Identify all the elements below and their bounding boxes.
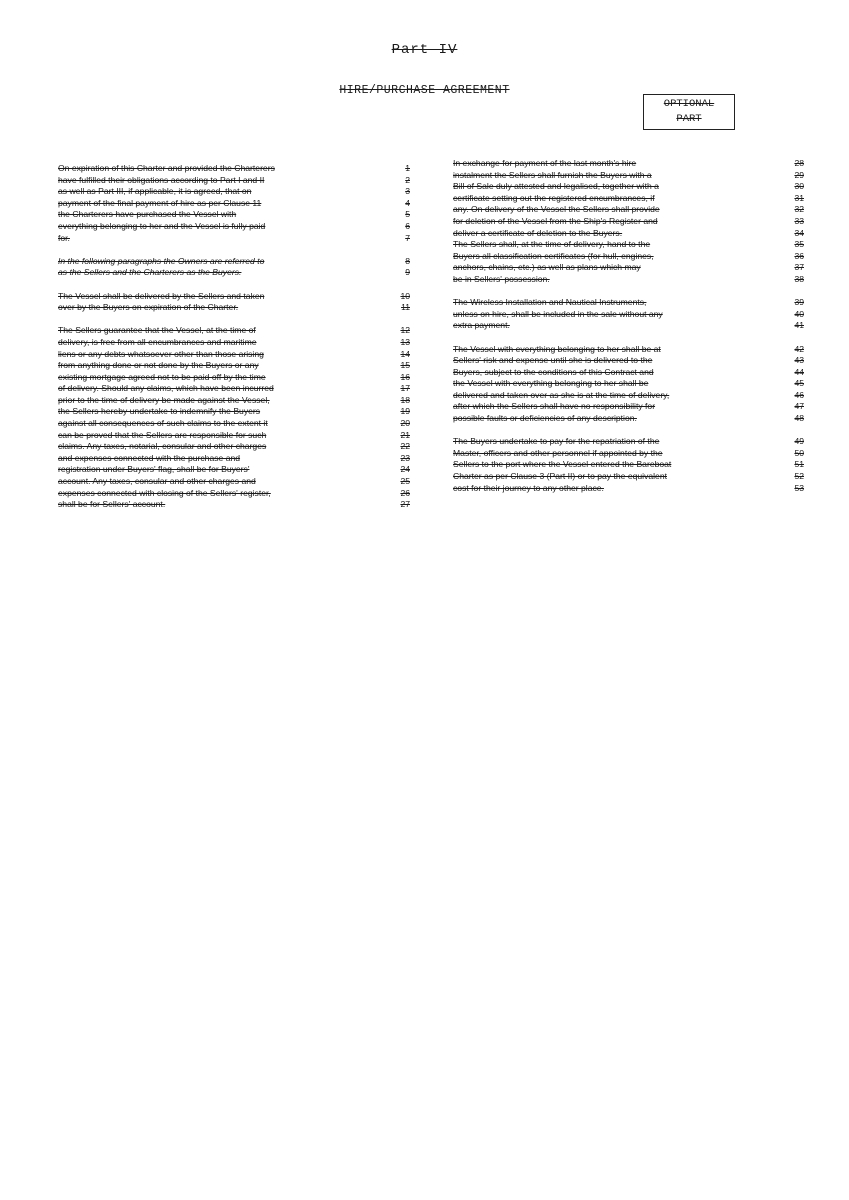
clause-line: be in Sellers' possession.: [453, 273, 550, 284]
clause-line: and expenses connected with the purchase and: [58, 452, 241, 463]
clause-line: as the Sellers and the Charterers as the Buyers.: [58, 267, 242, 278]
line-number: 41: [794, 320, 804, 331]
line-number: 45: [794, 378, 804, 389]
clause-line: shall be for Sellers' account.: [58, 499, 166, 510]
line-number: 29: [794, 169, 804, 180]
part-label: PART: [676, 113, 702, 125]
line-number: 12: [400, 325, 410, 336]
clause-line: expenses connected with closing of the Sellers' register,: [58, 487, 271, 498]
line-number: 53: [794, 482, 804, 493]
line-number: 9: [405, 267, 410, 278]
clause-line: The Sellers shall, at the time of delivery, hand to the: [453, 239, 651, 250]
clause-line: instalment the Sellers shall furnish the Buyers with a: [453, 169, 652, 180]
clause-paragraph: [58, 256, 318, 279]
clause-line: as well as Part III, if applicable, it is agreed, that on: [58, 186, 252, 197]
line-number: 52: [794, 471, 804, 482]
clause-paragraph: [58, 163, 318, 244]
line-number: 19: [400, 406, 410, 417]
clause-line: existing mortgage agreed not to be paid off by the time: [58, 371, 266, 382]
clause-line: registration under Buyers' flag, shall be for Buyers': [58, 464, 250, 475]
line-number: [782, 286, 804, 298]
clause-line: of delivery. Should any claims, which have been incurred: [58, 383, 274, 394]
clause-paragraph: [453, 344, 713, 425]
clause-paragraph: [58, 291, 318, 314]
line-number: 18: [400, 394, 410, 405]
clause-paragraph: [453, 436, 713, 494]
clause-line: possible faults or deficiencies of any description.: [453, 413, 637, 424]
clause-line: Buyers all classification certificates (for hull, engines,: [453, 250, 654, 261]
line-number: 42: [794, 343, 804, 354]
clause-line: payment of the final payment of hire as per Clause 11: [58, 197, 262, 208]
line-number: 1: [405, 163, 410, 173]
line-number: 22: [400, 441, 410, 452]
clause-line: Charter as per Clause 3 (Part II) or to pay the equivalent: [453, 471, 667, 482]
line-number: 44: [794, 366, 804, 377]
line-number: 30: [794, 181, 804, 192]
paragraph-gap: [58, 244, 318, 256]
optional-label: OPTIONAL: [663, 98, 715, 110]
line-number: 2: [405, 174, 410, 185]
line-number: 38: [794, 273, 804, 284]
line-number: 28: [794, 158, 804, 168]
line-number: 26: [400, 487, 410, 498]
line-number: 23: [400, 452, 410, 463]
line-number: 24: [400, 464, 410, 475]
clause-line: for deletion of the Vessel from the Ship's Register and: [453, 215, 658, 226]
left-text-column: [58, 163, 318, 511]
clause-line: the Vessel with everything belonging to her shall be: [453, 378, 649, 389]
line-number: 4: [405, 197, 410, 208]
line-number: 49: [794, 436, 804, 447]
line-number: 15: [400, 360, 410, 371]
clause-line: In the following paragraphs the Owners are referred to: [58, 255, 265, 266]
paragraph-gap: [453, 332, 713, 344]
line-number: 13: [400, 336, 410, 347]
clause-line: On expiration of this Charter and provided the Charterers: [58, 163, 275, 173]
line-number: 25: [400, 476, 410, 487]
line-number: [782, 332, 804, 344]
paragraph-gap: [58, 314, 318, 326]
clause-line: anchors, chains, etc.) as well as plans which may: [453, 262, 641, 273]
clause-line: any. On delivery of the Vessel the Sellers shall provide: [453, 204, 660, 215]
line-number: 43: [794, 355, 804, 366]
clause-line: delivered and taken over as she is at the time of delivery,: [453, 389, 670, 400]
clause-line: Buyers, subject to the conditions of this Contract and: [453, 366, 654, 377]
line-number: 14: [400, 348, 410, 359]
optional-part-box: [643, 94, 735, 130]
clause-line: extra payment.: [453, 320, 510, 331]
clause-line: cost for their journey to any other place.: [453, 482, 604, 493]
line-number: 48: [794, 413, 804, 424]
clause-line: Sellers to the port where the Vessel entered the Bareboat: [453, 459, 672, 470]
line-number: 20: [400, 418, 410, 429]
line-number: 33: [794, 215, 804, 226]
line-number: 5: [405, 209, 410, 220]
clause-line: deliver a certificate of deletion to the Buyers.: [453, 227, 623, 238]
clause-line: The Sellers guarantee that the Vessel, at the time of: [58, 325, 256, 336]
clause-line: The Vessel shall be delivered by the Sellers and taken: [58, 290, 265, 301]
clause-line: account. Any taxes, consular and other charges and: [58, 476, 256, 487]
line-number: 35: [794, 239, 804, 250]
clause-line: everything belonging to her and the Vessel is fully paid: [58, 220, 266, 231]
line-number: 37: [794, 262, 804, 273]
line-number: 32: [794, 204, 804, 215]
line-number: 7: [405, 232, 410, 243]
line-number: 21: [400, 429, 410, 440]
line-number: 11: [401, 302, 410, 313]
clause-line: Sellers' risk and expense until she is delivered to the: [453, 355, 653, 366]
clause-paragraph: [453, 158, 713, 286]
line-number: [388, 244, 410, 256]
line-number: 47: [794, 401, 804, 412]
clause-line: Bill of Sale duly attested and legalised, together with a: [453, 181, 659, 192]
clause-line: against all consequences of such claims to the extent it: [58, 418, 268, 429]
paragraph-gap: [453, 286, 713, 298]
left-line-numbers: [388, 163, 410, 511]
clause-line: Master, officers and other personnel if appointed by the: [453, 447, 663, 458]
line-number: [388, 279, 410, 291]
right-line-numbers: [782, 158, 804, 494]
line-number: 34: [794, 227, 804, 238]
document-title: HIRE/PURCHASE AGREEMENT: [339, 84, 510, 97]
line-number: 46: [794, 389, 804, 400]
line-number: 39: [794, 297, 804, 308]
clause-line: prior to the time of delivery be made against the Vessel,: [58, 394, 270, 405]
line-number: 27: [400, 499, 410, 510]
line-number: 31: [794, 192, 804, 203]
paragraph-gap: [58, 279, 318, 291]
clause-line: can be proved that the Sellers are responsible for such: [58, 429, 267, 440]
paragraph-gap: [453, 425, 713, 437]
clause-paragraph: [453, 297, 713, 332]
clause-line: The Buyers undertake to pay for the repatriation of the: [453, 436, 660, 447]
line-number: [782, 425, 804, 437]
line-number: 16: [400, 371, 410, 382]
line-number: 8: [405, 255, 410, 266]
clause-line: have fulfilled their obligations according to Part I and II: [58, 174, 265, 185]
clause-paragraph: [58, 325, 318, 511]
part-title: Part IV: [391, 42, 458, 58]
line-number: 36: [794, 250, 804, 261]
clause-line: after which the Sellers shall have no responsibility for: [453, 401, 656, 412]
clause-line: delivery, is free from all encumbrances and maritime: [58, 336, 257, 347]
clause-line: the Sellers hereby undertake to indemnify the Buyers: [58, 406, 261, 417]
line-number: [388, 314, 410, 326]
right-text-column: [453, 158, 713, 494]
line-number: 6: [405, 220, 410, 231]
line-number: 10: [400, 290, 410, 301]
clause-line: certificate setting out the registered encumbrances, if: [453, 192, 655, 203]
line-number: 50: [794, 447, 804, 458]
clause-line: unless on hire, shall be included in the sale without any: [453, 308, 663, 319]
clause-line: for.: [58, 232, 70, 243]
clause-line: over by the Buyers on expiration of the Charter.: [58, 302, 239, 313]
clause-line: liens or any debts whatsoever other than those arising: [58, 348, 264, 359]
clause-line: The Vessel with everything belonging to her shall be at: [453, 343, 661, 354]
clause-line: from anything done or not done by the Buyers or any: [58, 360, 259, 371]
clause-line: The Wireless Installation and Nautical Instruments,: [453, 297, 647, 308]
clause-line: In exchange for payment of the last month's hire: [453, 158, 637, 168]
line-number: 17: [400, 383, 410, 394]
clause-line: the Charterers have purchased the Vessel with: [58, 209, 237, 220]
clause-line: claims. Any taxes, notarial, consular and other charges: [58, 441, 267, 452]
line-number: 40: [794, 308, 804, 319]
line-number: 3: [405, 186, 410, 197]
line-number: 51: [794, 459, 804, 470]
